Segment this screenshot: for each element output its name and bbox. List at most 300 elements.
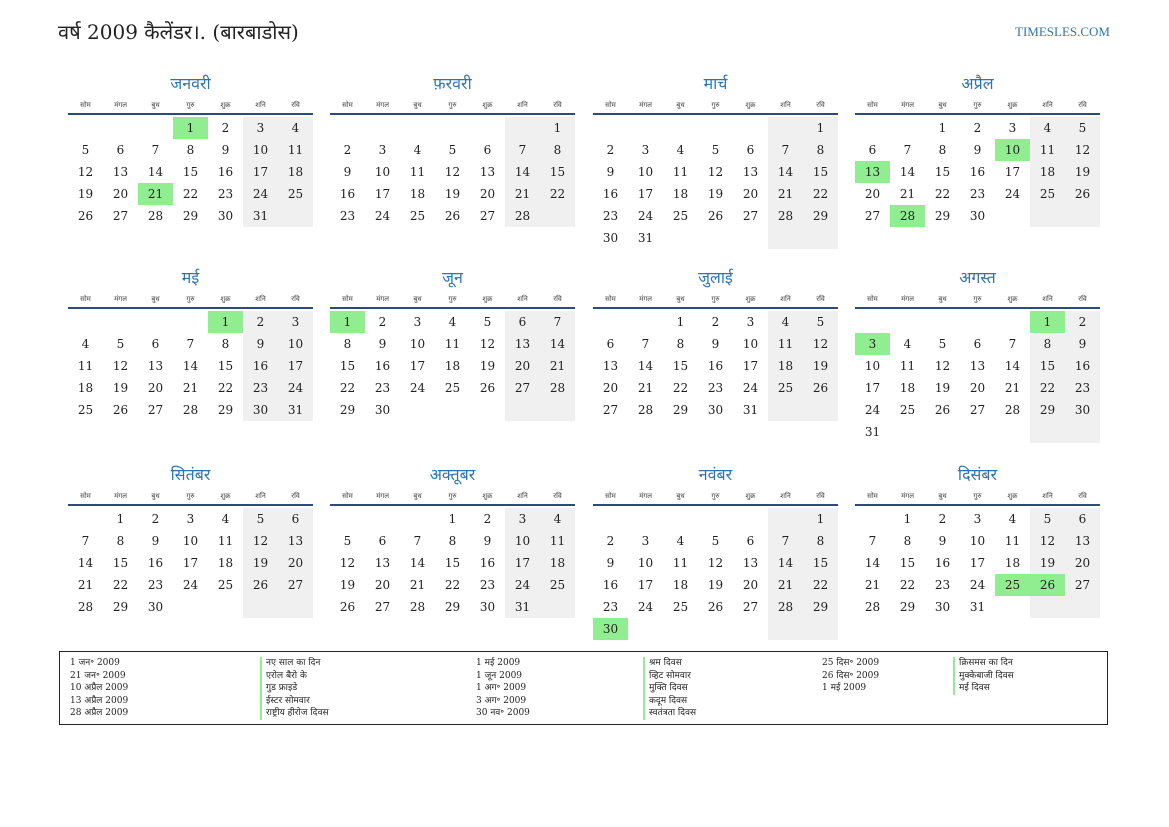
empty-cell [1065,596,1100,618]
weekday-label: बुध [938,492,947,500]
day-cell: 1 [116,512,125,526]
day-cell: 5 [81,143,90,157]
day-cell: 22 [803,183,838,205]
weekday-label: बुध [676,492,685,500]
legend-line: 28 अप्रैल 2009 [70,708,129,718]
weekday-label: सोम [80,101,91,109]
day-cell: 6 [746,143,755,157]
month-title: जनवरी [170,74,211,93]
day-cell: 25 [444,381,461,395]
day-cell: 11 [672,165,689,179]
empty-cell [663,117,698,139]
day-cell: 15 [672,359,689,373]
legend-line: 1 मई 2009 [822,683,867,693]
day-cell: 18 [672,187,689,201]
day-cell: 31 [505,596,540,618]
weekday-label: बुध [151,492,160,500]
empty-cell [68,117,103,139]
day-cell: 1 [676,315,685,329]
day-cell: 26 [479,381,496,395]
empty-cell [1030,421,1065,443]
weekday-label: मंगल [639,492,652,500]
day-cell: 17 [1004,165,1021,179]
day-cell: 25 [278,183,313,205]
day-cell: 13 [112,165,129,179]
day-cell: 27 [602,403,619,417]
weekday-label: रवि [553,492,562,500]
day-cell: 7 [903,143,912,157]
legend-line: गुड फ्राइडे [260,682,329,695]
weekday-label: शुक्र [482,295,493,303]
empty-cell [855,508,890,530]
weekday-label: गुरु [186,295,195,303]
day-cell: 25 [1030,183,1065,205]
weekday-header [330,293,575,309]
day-cell: 26 [77,209,94,223]
weekday-label: मंगल [376,101,389,109]
empty-cell [540,596,575,618]
month-title: फ़रवरी [433,74,472,93]
weekday-label: शुक्र [745,101,756,109]
empty-cell [365,117,400,139]
day-cell: 2 [343,143,352,157]
day-cell: 1 [803,508,838,530]
empty-cell [593,117,628,139]
day-cell: 10 [742,337,759,351]
day-cell: 29 [1030,399,1065,421]
empty-cell [400,508,435,530]
empty-cell [663,618,698,640]
day-cell: 17 [637,578,654,592]
day-cell: 13 [278,530,313,552]
legend-line: व्हिट सोमवार [643,670,696,683]
day-cell: 21 [505,183,540,205]
legend-line: मुक्केबाजी दिवस [953,670,1014,683]
day-cell: 18 [672,578,689,592]
legend-line: ईस्टर सोमवार [260,695,329,708]
empty-cell [995,205,1030,227]
day-cell: 27 [864,209,881,223]
legend-line: 13 अप्रैल 2009 [70,695,129,706]
day-cell: 17 [374,187,391,201]
legend-line: 30 नव॰ 2009 [476,708,530,718]
empty-cell [890,421,925,443]
weekday-label: मंगल [639,295,652,303]
month-5 [68,267,313,421]
day-cell: 3 [413,315,422,329]
day-cell: 15 [1030,355,1065,377]
empty-cell [68,311,103,333]
empty-cell [68,508,103,530]
weekday-label: रवि [291,295,300,303]
weekday-label: शुक्र [220,101,231,109]
day-cell: 31 [243,205,278,227]
day-cell: 8 [903,534,912,548]
day-cell: 17 [637,187,654,201]
day-cell: 9 [606,556,615,570]
month-title: जुलाई [698,268,733,287]
day-cell: 19 [444,187,461,201]
day-cell: 4 [1008,512,1017,526]
day-cell: 4 [768,311,803,333]
day-cell: 15 [540,161,575,183]
empty-cell [803,399,838,421]
day-cell: 19 [1065,161,1100,183]
day-cell: 28 [768,596,803,618]
weekday-label: मंगल [901,101,914,109]
site-link[interactable]: TIMESLES.COM [1015,24,1110,39]
day-cell: 10 [243,139,278,161]
day-grid [330,508,575,618]
day-cell: 5 [448,143,457,157]
month-12 [855,464,1100,618]
day-cell: 4 [676,534,685,548]
legend-line: मई दिवस [953,682,1014,695]
weekday-label: रवि [1078,101,1087,109]
weekday-label: मंगल [376,295,389,303]
day-cell: 5 [711,143,720,157]
holiday-day-cell: 1 [173,117,208,139]
day-cell: 12 [803,333,838,355]
day-cell: 18 [278,161,313,183]
empty-cell [138,311,173,333]
weekday-header [855,293,1100,309]
day-cell: 21 [409,578,426,592]
day-cell: 6 [278,508,313,530]
day-cell: 8 [803,530,838,552]
empty-cell [995,311,1030,333]
day-cell: 23 [969,187,986,201]
day-cell: 29 [444,600,461,614]
empty-cell [435,117,470,139]
weekday-header [593,490,838,506]
day-cell: 29 [803,205,838,227]
day-cell: 31 [637,231,654,245]
day-cell: 18 [1030,161,1065,183]
day-cell: 31 [742,403,759,417]
month-1 [68,73,313,227]
legend-line: कदूम दिवस [643,695,696,708]
day-cell: 30 [934,600,951,614]
day-cell: 18 [540,552,575,574]
day-cell: 9 [711,337,720,351]
holiday-day-cell: 30 [593,618,628,640]
day-cell: 12 [479,337,496,351]
day-cell: 22 [540,183,575,205]
day-cell: 7 [641,337,650,351]
day-cell: 12 [112,359,129,373]
empty-cell [173,311,208,333]
day-cell: 1 [540,117,575,139]
day-grid [593,508,838,640]
empty-cell [663,227,698,249]
day-cell: 5 [243,508,278,530]
day-cell: 14 [637,359,654,373]
empty-cell [698,618,733,640]
empty-cell [593,508,628,530]
month-8 [855,267,1100,443]
day-cell: 16 [339,187,356,201]
day-cell: 15 [182,165,199,179]
day-cell: 9 [243,333,278,355]
day-cell: 26 [112,403,129,417]
day-cell: 27 [278,574,313,596]
day-cell: 24 [505,574,540,596]
legend-line: 1 जन॰ 2009 [70,658,120,668]
day-cell: 17 [182,556,199,570]
day-cell: 12 [707,556,724,570]
empty-cell [960,421,995,443]
day-cell: 13 [602,359,619,373]
day-cell: 4 [1030,117,1065,139]
day-cell: 16 [1065,355,1100,377]
day-cell: 15 [899,556,916,570]
weekday-header [330,99,575,115]
day-cell: 9 [973,143,982,157]
empty-cell [803,227,838,249]
legend-line: 1 मई 2009 [476,658,521,668]
day-cell: 18 [77,381,94,395]
day-cell: 11 [672,556,689,570]
day-cell: 13 [1065,530,1100,552]
day-cell: 7 [413,534,422,548]
day-cell: 14 [182,359,199,373]
day-cell: 3 [641,534,650,548]
month-6 [330,267,575,421]
empty-cell [1065,205,1100,227]
empty-cell [400,399,435,421]
day-cell: 19 [479,359,496,373]
day-cell: 19 [934,381,951,395]
legend-line: स्वतंत्रता दिवस [643,707,696,720]
day-cell: 5 [1065,117,1100,139]
empty-cell [278,596,313,618]
day-cell: 13 [374,556,391,570]
weekday-label: शनि [780,492,791,500]
weekday-label: बुध [413,492,422,500]
day-cell: 20 [112,187,129,201]
day-cell: 13 [969,359,986,373]
legend-line: 25 दिस॰ 2009 [822,658,880,668]
day-cell: 3 [973,512,982,526]
day-cell: 6 [505,311,540,333]
day-cell: 6 [116,143,125,157]
day-cell: 20 [479,187,496,201]
day-cell: 23 [934,578,951,592]
day-cell: 2 [711,315,720,329]
day-cell: 16 [707,359,724,373]
day-grid [330,117,575,227]
day-grid [68,117,313,227]
weekday-label: रवि [291,101,300,109]
day-cell: 29 [112,600,129,614]
day-cell: 28 [505,205,540,227]
weekday-label: मंगल [639,101,652,109]
day-cell: 13 [479,165,496,179]
weekday-label: बुध [938,101,947,109]
day-cell: 12 [339,556,356,570]
weekday-label: शुक्र [1007,295,1018,303]
day-cell: 10 [182,534,199,548]
weekday-label: शनि [255,492,266,500]
empty-cell [173,596,208,618]
holiday-day-cell: 21 [138,183,173,205]
empty-cell [540,399,575,421]
weekday-label: सोम [867,492,878,500]
day-cell: 20 [742,187,759,201]
empty-cell [593,311,628,333]
weekday-label: मंगल [901,492,914,500]
day-cell: 21 [768,574,803,596]
weekday-label: गुरु [448,295,457,303]
legend-names-col-1 [260,657,329,720]
day-cell: 15 [339,359,356,373]
empty-cell [698,227,733,249]
day-cell: 4 [81,337,90,351]
month-title: सितंबर [170,465,211,484]
day-cell: 18 [444,359,461,373]
day-cell: 25 [672,209,689,223]
day-cell: 9 [1065,333,1100,355]
day-cell: 27 [112,209,129,223]
day-cell: 16 [217,165,234,179]
day-cell: 15 [444,556,461,570]
day-cell: 24 [182,578,199,592]
day-cell: 30 [707,403,724,417]
day-cell: 2 [483,512,492,526]
empty-cell [470,117,505,139]
day-cell: 27 [374,600,391,614]
day-cell: 23 [217,187,234,201]
day-cell: 16 [147,556,164,570]
day-cell: 22 [217,381,234,395]
legend-names-col-2 [643,657,696,720]
day-cell: 13 [147,359,164,373]
day-cell: 29 [899,600,916,614]
day-cell: 3 [641,143,650,157]
empty-cell [768,508,803,530]
day-cell: 18 [217,556,234,570]
empty-cell [855,311,890,333]
month-4 [855,73,1100,227]
day-cell: 5 [803,311,838,333]
weekday-header [593,99,838,115]
day-cell: 20 [505,355,540,377]
month-3 [593,73,838,249]
month-7 [593,267,838,421]
legend-dates-col-1 [70,657,128,720]
day-cell: 10 [864,359,881,373]
day-cell: 22 [112,578,129,592]
weekday-header [593,293,838,309]
holiday-day-cell: 25 [995,574,1030,596]
day-cell: 29 [339,403,356,417]
day-cell: 8 [221,337,230,351]
day-cell: 28 [540,377,575,399]
day-cell: 26 [1065,183,1100,205]
day-cell: 28 [864,600,881,614]
empty-cell [330,117,365,139]
day-cell: 1 [803,117,838,139]
day-cell: 20 [147,381,164,395]
day-cell: 5 [343,534,352,548]
empty-cell [925,311,960,333]
day-cell: 19 [1030,552,1065,574]
day-cell: 30 [217,209,234,223]
day-cell: 30 [374,403,391,417]
day-cell: 18 [1004,556,1021,570]
day-cell: 17 [864,381,881,395]
day-cell: 26 [339,600,356,614]
empty-cell [1030,596,1065,618]
day-cell: 19 [707,578,724,592]
day-cell: 14 [1004,359,1021,373]
weekday-label: बुध [151,101,160,109]
weekday-label: रवि [1078,492,1087,500]
weekday-label: रवि [816,492,825,500]
weekday-label: शनि [517,295,528,303]
weekday-label: सोम [605,295,616,303]
weekday-label: गुरु [711,295,720,303]
day-cell: 17 [742,359,759,373]
day-cell: 5 [483,315,492,329]
day-cell: 10 [278,333,313,355]
weekday-label: गुरु [448,492,457,500]
weekday-label: बुध [676,101,685,109]
day-cell: 12 [707,165,724,179]
weekday-label: बुध [676,295,685,303]
day-cell: 24 [864,403,881,417]
empty-cell [278,205,313,227]
day-cell: 8 [803,139,838,161]
day-cell: 6 [483,143,492,157]
day-cell: 25 [672,600,689,614]
day-cell: 14 [768,552,803,574]
day-cell: 12 [1030,530,1065,552]
day-cell: 24 [243,183,278,205]
day-cell: 16 [243,355,278,377]
empty-cell [138,117,173,139]
day-cell: 27 [147,403,164,417]
weekday-label: गुरु [186,101,195,109]
legend-names-col-3 [953,657,1014,695]
day-cell: 14 [899,165,916,179]
day-cell: 6 [746,534,755,548]
day-cell: 4 [278,117,313,139]
day-cell: 21 [540,355,575,377]
day-cell: 18 [409,187,426,201]
empty-cell [890,311,925,333]
empty-cell [768,117,803,139]
legend-line: श्रम दिवस [643,657,696,670]
legend-line: 1 अग॰ 2009 [476,683,527,693]
day-cell: 14 [540,333,575,355]
day-cell: 21 [1004,381,1021,395]
day-cell: 2 [151,512,160,526]
day-cell: 16 [479,556,496,570]
day-cell: 1 [938,121,947,135]
weekday-label: गुरु [973,101,982,109]
weekday-label: रवि [1078,295,1087,303]
day-cell: 17 [505,552,540,574]
day-grid [330,311,575,421]
day-cell: 22 [803,574,838,596]
day-cell: 20 [742,578,759,592]
month-title: मार्च [703,74,728,93]
empty-cell [628,117,663,139]
legend-line: 1 जून 2009 [476,670,523,681]
day-grid [855,508,1100,618]
